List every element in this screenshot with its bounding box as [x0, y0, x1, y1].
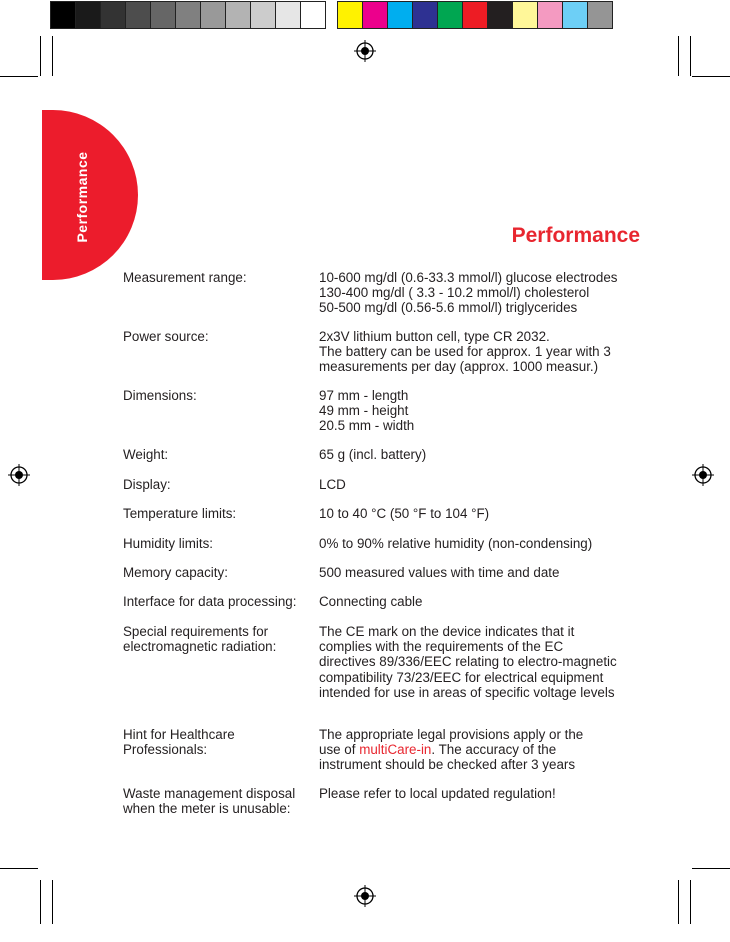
spec-value: 10 to 40 °C (50 °F to 104 °F): [319, 506, 490, 521]
spec-value: complies with the requirements of the EC: [319, 639, 564, 655]
spec-value: The appropriate legal provisions apply or the: [319, 727, 584, 742]
brand-name: multiCare-in: [359, 742, 432, 758]
registration-mark-icon: [354, 885, 376, 907]
crop-mark: [52, 36, 53, 76]
spec-value: 130-400 mg/dl ( 3.3 - 10.2 mmol/l) cholesterol: [319, 285, 590, 301]
spec-label: Waste management disposal: [123, 786, 296, 801]
spec-label: Measurement range:: [123, 270, 247, 285]
spec-label: Memory capacity:: [123, 565, 228, 580]
color-swatch: [587, 1, 613, 29]
color-swatch: [200, 1, 226, 29]
spec-value: [319, 742, 664, 757]
crop-mark: [40, 36, 41, 76]
spec-label: Power source:: [123, 329, 209, 344]
color-swatch: [175, 1, 201, 29]
spec-value: measurements per day (approx. 1000 measur.): [319, 359, 599, 375]
crop-mark: [690, 880, 691, 924]
spec-value: intended for use in areas of specific voltage levels: [319, 684, 615, 700]
page-title: Performance: [511, 224, 640, 247]
spec-label: Humidity limits:: [123, 536, 214, 551]
color-swatch: [362, 1, 388, 29]
spec-value: 2x3V lithium button cell, type CR 2032.: [319, 329, 550, 344]
section-tab: [42, 110, 138, 280]
color-swatch: [225, 1, 251, 29]
color-swatch: [537, 1, 563, 29]
color-calibration-bar: [50, 1, 612, 29]
spec-label: Temperature limits:: [123, 506, 237, 521]
swatch-gap: [325, 1, 337, 29]
spec-value-text: . The accuracy of the: [431, 742, 557, 758]
spec-value: 49 mm - height: [319, 403, 409, 419]
spec-label: Display:: [123, 477, 171, 492]
spec-label: Special requirements for: [123, 624, 269, 639]
spec-label: Interface for data processing:: [123, 594, 297, 609]
color-swatch: [75, 1, 101, 29]
color-swatch: [512, 1, 538, 29]
spec-value-text: use of: [319, 742, 360, 758]
color-swatch: [300, 1, 326, 29]
color-swatch: [250, 1, 276, 29]
spec-value: directives 89/336/EEC relating to electro-magnetic: [319, 654, 617, 670]
color-swatch: [462, 1, 488, 29]
color-swatch: [487, 1, 513, 29]
color-swatch: [50, 1, 76, 29]
color-swatch: [387, 1, 413, 29]
crop-mark: [0, 868, 38, 869]
crop-mark: [678, 880, 679, 924]
spec-label: electromagnetic radiation:: [123, 639, 277, 655]
spec-value: Connecting cable: [319, 594, 423, 609]
spec-value: LCD: [319, 477, 346, 492]
color-swatch: [100, 1, 126, 29]
crop-mark: [678, 36, 679, 76]
color-swatch: [150, 1, 176, 29]
color-swatch: [412, 1, 438, 29]
spec-value: 50-500 mg/dl (0.56-5.6 mmol/l) triglycerides: [319, 300, 578, 316]
spec-value: The battery can be used for approx. 1 year with 3: [319, 344, 611, 360]
registration-mark-icon: [692, 464, 714, 486]
spec-label: Hint for Healthcare: [123, 727, 235, 742]
color-swatch: [437, 1, 463, 29]
section-tab-label: Performance: [74, 151, 90, 243]
spec-label: when the meter is unusable:: [123, 801, 291, 817]
crop-mark: [692, 868, 730, 869]
spec-value: compatibility 73/23/EEC for electrical equipment: [319, 669, 604, 685]
crop-mark: [0, 76, 38, 77]
registration-mark-icon: [8, 464, 30, 486]
color-swatch: [125, 1, 151, 29]
spec-label: Professionals:: [123, 742, 208, 758]
spec-value: 65 g (incl. battery): [319, 447, 427, 462]
spec-value: 97 mm - length: [319, 388, 409, 403]
spec-value: The CE mark on the device indicates that it: [319, 624, 575, 639]
spec-label: Weight:: [123, 447, 169, 462]
spec-value: instrument should be checked after 3 years: [319, 757, 576, 773]
spec-value: 10-600 mg/dl (0.6-33.3 mmol/l) glucose electrodes: [319, 270, 618, 285]
spec-value: Please refer to local updated regulation!: [319, 786, 556, 801]
crop-mark: [52, 880, 53, 924]
crop-mark: [40, 880, 41, 924]
spec-value: 0% to 90% relative humidity (non-condensing): [319, 536, 593, 551]
color-swatch: [275, 1, 301, 29]
crop-mark: [692, 76, 730, 77]
color-swatch: [562, 1, 588, 29]
spec-label: Dimensions:: [123, 388, 197, 403]
spec-value: 500 measured values with time and date: [319, 565, 560, 580]
spec-value: 20.5 mm - width: [319, 418, 415, 434]
color-swatch: [337, 1, 363, 29]
registration-mark-icon: [354, 40, 376, 62]
crop-mark: [690, 36, 691, 76]
